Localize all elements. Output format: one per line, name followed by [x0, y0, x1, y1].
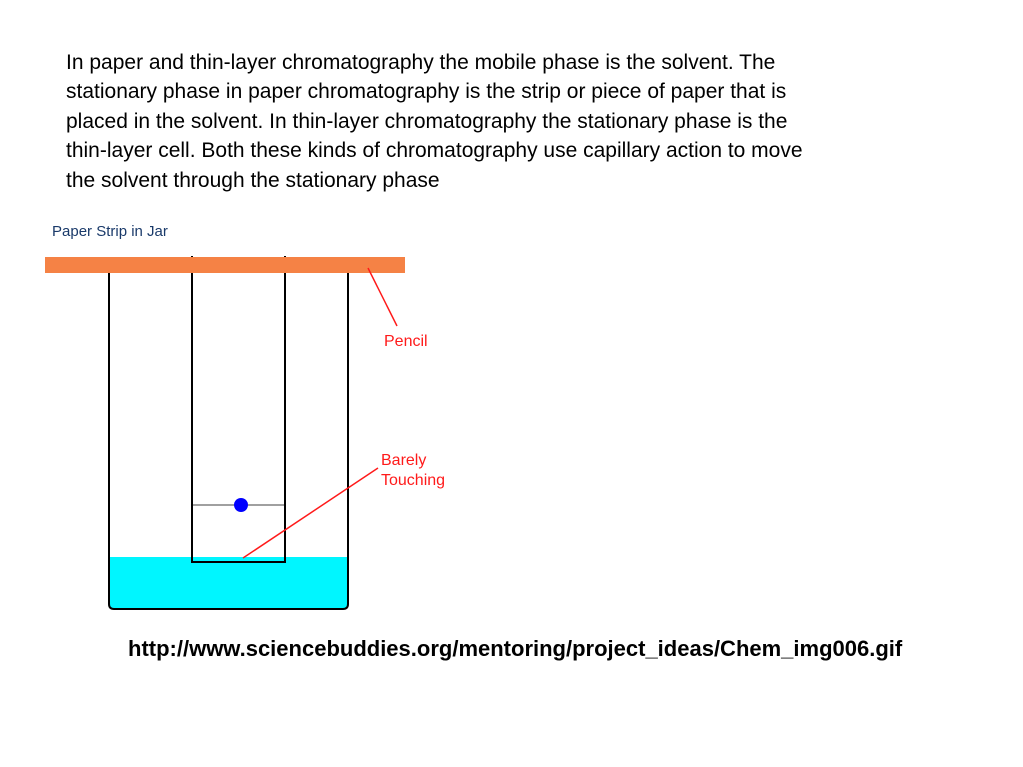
- source-url: http://www.sciencebuddies.org/mentoring/project_ideas/Chem_img006.gif: [128, 636, 903, 661]
- chromatography-diagram: [40, 215, 470, 620]
- paper-strip: [192, 256, 285, 562]
- barely-touching-pointer-line: [243, 468, 378, 558]
- solvent-fill: [109, 557, 348, 609]
- intro-paragraph: In paper and thin-layer chromatography the mobile phase is the solvent. The stationary phase in paper chromatography is the strip or piece of paper that is placed in the solvent. In thin-layer chromatography the stationary phase is the thin-layer cell. Both these kinds of chromatography use capillary action to move the solvent through the stationary phase: [66, 51, 803, 192]
- pencil-pointer-line: [368, 268, 397, 326]
- barely-touching-label-line1: Barely: [381, 452, 427, 469]
- diagram-title: Paper Strip in Jar: [52, 223, 168, 240]
- pencil-label: Pencil: [384, 333, 428, 350]
- pencil-bar: [45, 257, 405, 273]
- sample-spot: [234, 498, 248, 512]
- barely-touching-label-line2: Touching: [381, 472, 446, 489]
